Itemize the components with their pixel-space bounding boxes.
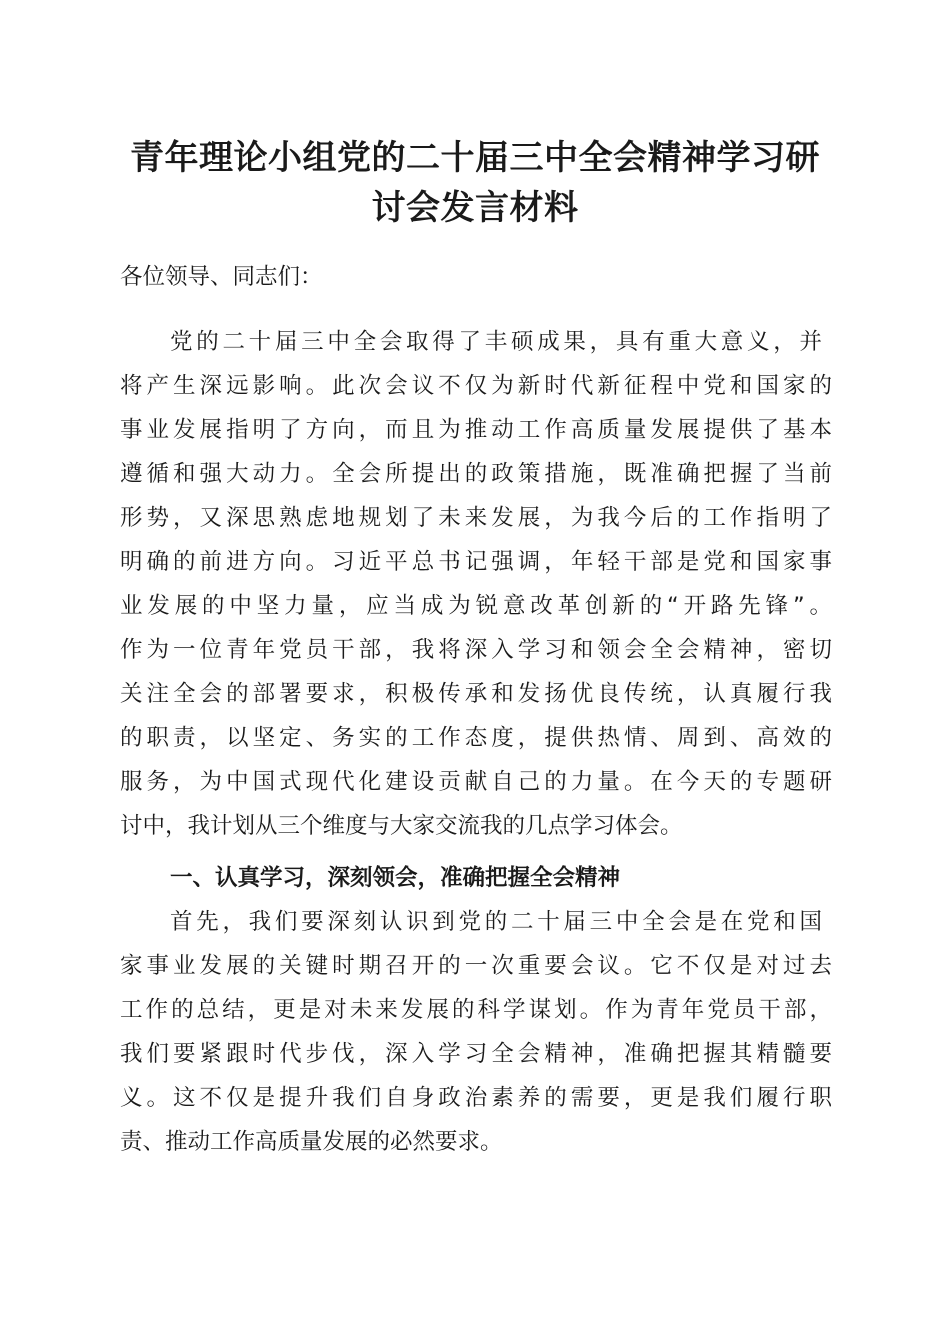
paragraph-line: 首先，我们要深刻认识到党的二十届三中全会是在党和国 (170, 909, 822, 935)
paragraph-line: 责、推动工作高质量发展的必然要求。 (120, 1129, 503, 1155)
paragraph-line: 将产生深远影响。此次会议不仅为新时代新征程中党和国家的 (120, 373, 832, 399)
paragraph-line: 事业发展指明了方向，而且为推动工作高质量发展提供了基本 (120, 417, 832, 443)
salutation: 各位领导、同志们： (120, 264, 323, 290)
paragraph-line: 服务，为中国式现代化建设贡献自己的力量。在今天的专题研 (120, 769, 832, 795)
paragraph-line: 形势，又深思熟虑地规划了未来发展，为我今后的工作指明了 (120, 505, 832, 531)
document-title-line-1: 青年理论小组党的二十届三中全会精神学习研 (130, 138, 820, 178)
paragraph-line: 的职责，以坚定、务实的工作态度，提供热情、周到、高效的 (120, 725, 832, 751)
document-title-line-2: 讨会发言材料 (371, 188, 579, 228)
paragraph-line: 家事业发展的关键时期召开的一次重要会议。它不仅是对过去 (120, 953, 832, 979)
paragraph-line: 义。这不仅是提升我们自身政治素养的需要，更是我们履行职 (120, 1085, 832, 1111)
paragraph-line: 我们要紧跟时代步伐，深入学习全会精神，准确把握其精髓要 (120, 1041, 832, 1067)
paragraph-line: 关注全会的部署要求，积极传承和发扬优良传统，认真履行我 (120, 681, 832, 707)
paragraph-line: 作为一位青年党员干部，我将深入学习和领会全会精神，密切 (120, 637, 832, 663)
section-heading-1: 一、认真学习，深刻领会，准确把握全会精神 (170, 865, 621, 891)
paragraph-line: 遵循和强大动力。全会所提出的政策措施，既准确把握了当前 (120, 461, 832, 487)
paragraph-line: 工作的总结，更是对未来发展的科学谋划。作为青年党员干部， (120, 997, 832, 1023)
paragraph-line: 业发展的中坚力量，应当成为锐意改革创新的“开路先锋”。 (120, 593, 832, 619)
paragraph-line: 明确的前进方向。习近平总书记强调，年轻干部是党和国家事 (120, 549, 832, 575)
paragraph-line: 讨中，我计划从三个维度与大家交流我的几点学习体会。 (120, 813, 683, 839)
paragraph-line: 党的二十届三中全会取得了丰硕成果，具有重大意义，并 (170, 329, 822, 355)
